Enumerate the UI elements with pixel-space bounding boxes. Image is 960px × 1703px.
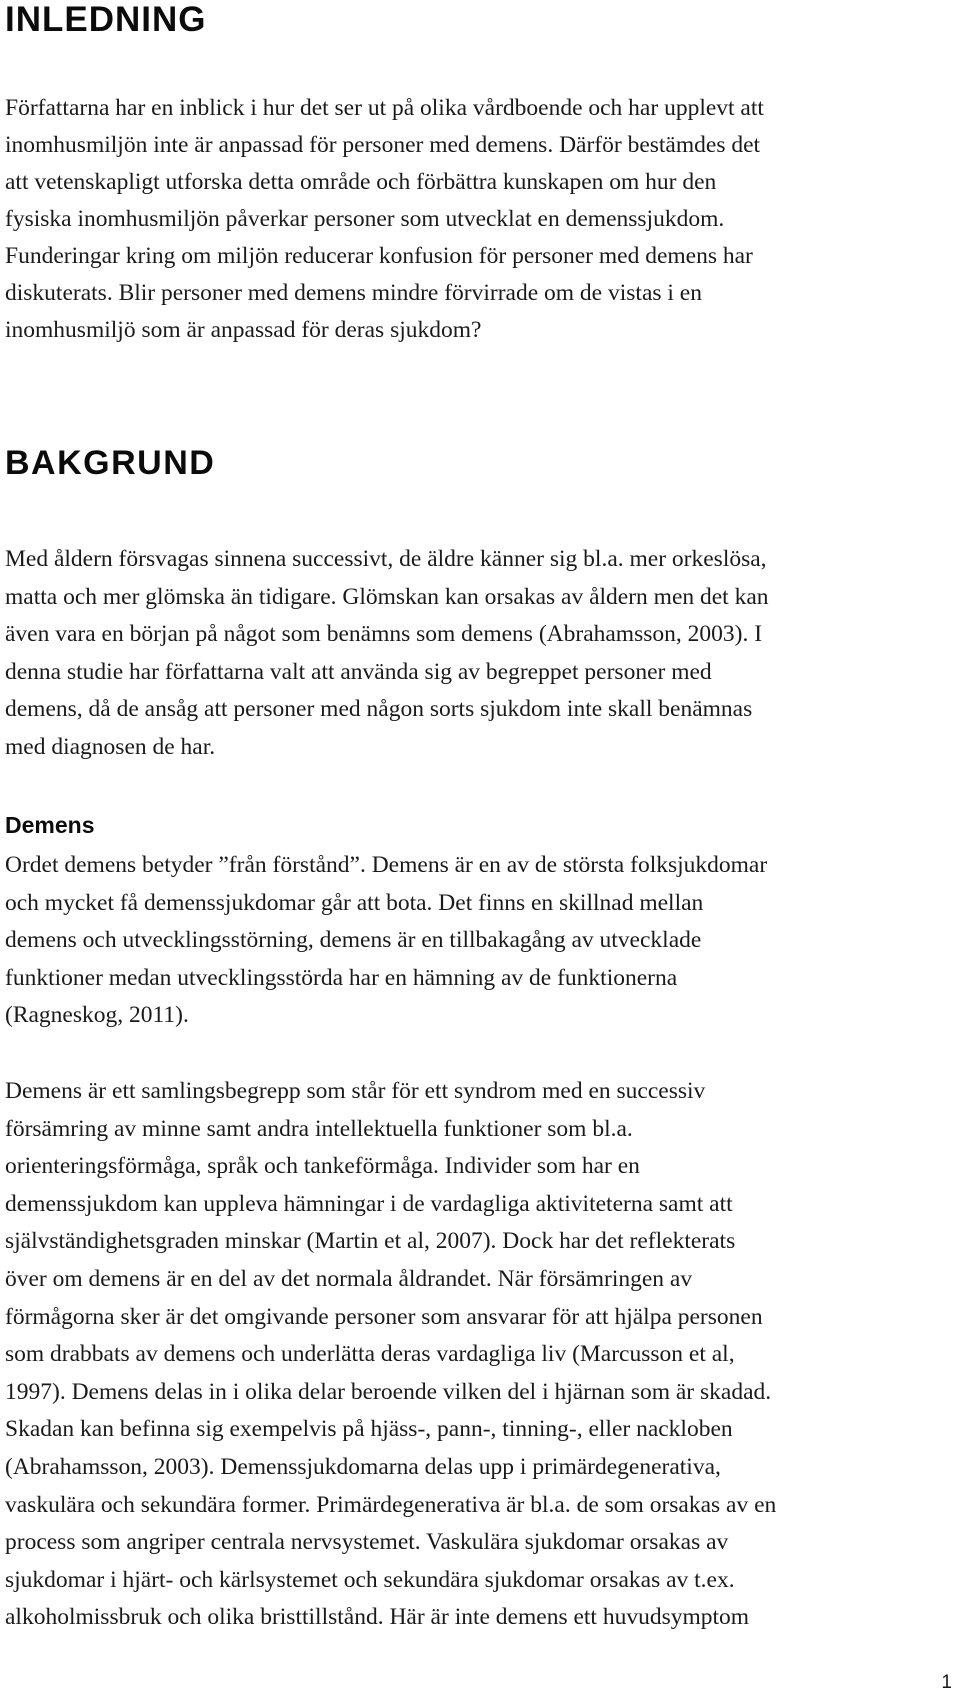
- text-line: inomhusmiljö som är anpassad för deras sjukdom?: [5, 317, 482, 343]
- text-line: demens och utvecklingsstörning, demens är en tillbakagång av utvecklade: [5, 927, 702, 953]
- text-line: diskuterats. Blir personer med demens mindre förvirrade om de vistas i en: [5, 280, 702, 306]
- text-line: självständighetsgraden minskar (Martin et al, 2007). Dock har det reflekterats: [5, 1228, 736, 1255]
- text-line: sjukdomar i hjärt- och kärlsystemet och sekundära sjukdomar orsakas av t.ex.: [5, 1566, 735, 1593]
- text-line: med diagnosen de har.: [5, 733, 216, 760]
- heading-inledning: INLEDNING: [5, 0, 207, 39]
- paragraph-inledning: [5, 90, 955, 349]
- text-line: som drabbats av demens och underlätta deras vardagliga liv (Marcusson et al,: [5, 1341, 735, 1368]
- text-line: förmågorna sker är det omgivande personer som ansvarar för att hjälpa personen: [5, 1303, 763, 1330]
- text-line: orienteringsförmåga, språk och tankeförmåga. Individer som har en: [5, 1153, 640, 1180]
- text-line: Författarna har en inblick i hur det ser ut på olika vårdboende och har upplevt att: [5, 95, 764, 121]
- heading-bakgrund: BAKGRUND: [5, 444, 216, 482]
- text-line: matta och mer glömska än tidigare. Glömskan kan orsakas av åldern men det kan: [5, 583, 769, 610]
- text-line: Funderingar kring om miljön reducerar konfusion för personer med demens har: [5, 243, 753, 269]
- text-line: över om demens är en del av det normala åldrandet. När försämringen av: [5, 1265, 693, 1292]
- text-line: Demens är ett samlingsbegrepp som står för ett syndrom med en successiv: [5, 1078, 706, 1104]
- text-line: vaskulära och sekundära former. Primärdegenerativa är bl.a. de som orsakas av en: [5, 1491, 777, 1518]
- text-line: (Ragneskog, 2011).: [5, 1002, 189, 1028]
- paragraph-demens-1: [5, 847, 955, 1035]
- text-line: funktioner medan utvecklingsstörda har en hämning av de funktionerna: [5, 964, 678, 991]
- text-line: försämring av minne samt andra intellektuella funktioner som bl.a.: [5, 1115, 633, 1142]
- text-line: demenssjukdom kan uppleva hämningar i de vardagliga aktiviteterna samt att: [5, 1190, 733, 1217]
- text-line: att vetenskapligt utforska detta område och förbättra kunskapen om hur den: [5, 169, 717, 195]
- text-line: och mycket få demenssjukdomar går att bota. Det finns en skillnad mellan: [5, 889, 704, 916]
- text-line: Med åldern försvagas sinnena successivt, de äldre känner sig bl.a. mer orkeslösa,: [5, 546, 767, 572]
- text-line: 1997). Demens delas in i olika delar beroende vilken del i hjärnan som är skadad.: [5, 1378, 772, 1405]
- text-line: denna studie har författarna valt att använda sig av begreppet personer med: [5, 658, 712, 685]
- text-line: process som angriper centrala nervsystemet. Vaskulära sjukdomar orsakas av: [5, 1529, 729, 1556]
- text-line: demens, då de ansåg att personer med någon sorts sjukdom inte skall benämnas: [5, 696, 753, 722]
- text-line: även vara en början på något som benämns som demens (Abrahamsson, 2003). I: [5, 621, 763, 647]
- paragraph-bakgrund: [5, 541, 955, 766]
- text-line: Skadan kan befinna sig exempelvis på hjäss-, pann-, tinning-, eller nackloben: [5, 1416, 733, 1443]
- paragraph-demens-2: [5, 1073, 955, 1637]
- text-line: alkoholmissbruk och olika bristtillstånd. Här är inte demens ett huvudsymptom: [5, 1604, 750, 1631]
- text-line: inomhusmiljön inte är anpassad för personer med demens. Därför bestämdes det: [5, 132, 761, 158]
- text-line: fysiska inomhusmiljön påverkar personer som utvecklat en demenssjukdom.: [5, 206, 725, 232]
- text-line: (Abrahamsson, 2003). Demenssjukdomarna delas upp i primärdegenerativa,: [5, 1453, 721, 1480]
- page-number: 1: [941, 1672, 952, 1693]
- text-line: Ordet demens betyder ”från förstånd”. Demens är en av de största folksjukdomar: [5, 852, 768, 878]
- heading-demens: Demens: [5, 812, 95, 838]
